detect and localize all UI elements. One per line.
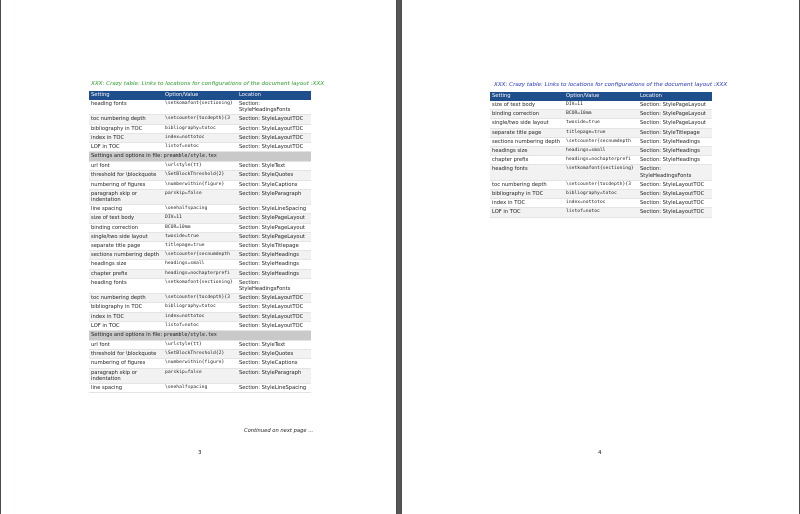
setting-cell: url font [89, 162, 163, 171]
option-cell: \urlstyle{tt} [163, 162, 237, 171]
setting-cell: headings size [89, 260, 163, 269]
location-cell: Section: StyleHeadingsFonts [638, 165, 712, 180]
setting-cell: paragraph skip or indentation [89, 189, 163, 204]
table-row [89, 321, 311, 330]
table-row [490, 156, 712, 165]
table-row [490, 180, 712, 189]
location-cell: Section: StyleHeadings [638, 156, 712, 165]
table-row [89, 223, 311, 232]
setting-cell: single/two side layout [490, 119, 564, 128]
location-cell: Section: StylePageLayout [237, 223, 311, 232]
setting-cell: bibliography in TOC [89, 124, 163, 133]
location-cell: Section: StyleLayoutTOC [237, 321, 311, 330]
option-cell: \setcounter{tocdepth}{3 [163, 115, 237, 124]
table-row [89, 384, 311, 393]
setting-cell: line spacing [89, 384, 163, 393]
location-cell: Section: StylePageLayout [237, 232, 311, 241]
location-cell: Section: StylePageLayout [638, 110, 712, 119]
setting-cell: index in TOC [89, 133, 163, 142]
location-cell: Section: StyleLineSpacing [237, 205, 311, 214]
location-cell: Section: StyleHeadings [638, 147, 712, 156]
option-cell: \SetBlockThreshold{2} [163, 350, 237, 359]
option-cell: bibliography=totoc [163, 124, 237, 133]
location-cell: Section: StylePageLayout [237, 214, 311, 223]
header-option-value: Option/Value [163, 91, 237, 100]
table-row [490, 137, 712, 146]
header-location: Location [237, 91, 311, 100]
section-cell [89, 331, 311, 341]
header-option-value: Option/Value [564, 92, 638, 101]
option-cell: \numberwithin{figure} [163, 359, 237, 368]
option-cell: \setcounter{secnumdepth [564, 137, 638, 146]
header-setting: Setting [89, 91, 163, 100]
option-cell: \setcounter{tocdepth}{3 [163, 294, 237, 303]
option-cell: headings=nochapterprefi [163, 269, 237, 278]
table-row [89, 303, 311, 312]
setting-cell: sections numbering depth [490, 137, 564, 146]
location-cell: Section: StyleText [237, 162, 311, 171]
setting-cell: sections numbering depth [89, 251, 163, 260]
table-row [490, 119, 712, 128]
location-cell: Section: StyleHeadings [237, 251, 311, 260]
setting-cell: size of text body [89, 214, 163, 223]
location-cell: Section: StyleHeadings [237, 269, 311, 278]
table-header-row [89, 91, 311, 100]
setting-cell: index in TOC [89, 312, 163, 321]
option-cell: headings=small [163, 260, 237, 269]
table-row [490, 101, 712, 110]
option-cell: \onehalfspacing [163, 205, 237, 214]
table-section-row [89, 152, 311, 162]
option-cell: BCOR=10mm [163, 223, 237, 232]
option-cell: titlepage=true [564, 128, 638, 137]
table-row [89, 312, 311, 321]
table-row [89, 180, 311, 189]
table-row [89, 124, 311, 133]
table-row [89, 251, 311, 260]
location-cell: Section: StyleLayoutTOC [237, 294, 311, 303]
location-cell: Section: StyleParagraph [237, 368, 311, 383]
option-cell: titlepage=true [163, 242, 237, 251]
setting-cell: threshold for \blockquote [89, 350, 163, 359]
section-label: Settings and options in file: [91, 332, 163, 339]
setting-cell: heading fonts [89, 100, 163, 115]
table-row [89, 162, 311, 171]
option-cell: listof=notoc [163, 143, 237, 152]
document-page-3 [1, 0, 396, 514]
table-row [89, 368, 311, 383]
option-cell: bibliography=totoc [163, 303, 237, 312]
setting-cell: binding correction [490, 110, 564, 119]
option-cell: \onehalfspacing [163, 384, 237, 393]
table-row [89, 171, 311, 180]
location-cell: Section: StyleHeadingsFonts [237, 100, 311, 115]
location-cell: Section: StyleLayoutTOC [237, 133, 311, 142]
section-file: preamble/style.tex [163, 153, 217, 160]
table-row [89, 242, 311, 251]
continued-note: Continued on next page ... [244, 428, 314, 434]
setting-cell: toc numbering depth [89, 115, 163, 124]
table-row [490, 165, 712, 180]
location-cell: Section: StyleQuotes [237, 171, 311, 180]
location-cell: Section: StylePageLayout [638, 101, 712, 110]
location-cell: Section: StyleLayoutTOC [638, 180, 712, 189]
location-cell: Section: StyleLayoutTOC [638, 199, 712, 208]
setting-cell: LOF in TOC [490, 208, 564, 217]
table-section-row [89, 331, 311, 341]
table-row [89, 232, 311, 241]
option-cell: parskip=false [163, 368, 237, 383]
option-cell: \setcounter{secnumdepth [163, 251, 237, 260]
table-row [89, 100, 311, 115]
option-cell: headings=nochapterprefi [564, 156, 638, 165]
table-row [89, 189, 311, 204]
location-cell: Section: StyleLayoutTOC [237, 312, 311, 321]
setting-cell: line spacing [89, 205, 163, 214]
table-row [89, 359, 311, 368]
option-cell: \setkomafont{sectioning} [163, 278, 237, 293]
table-row [89, 205, 311, 214]
table-row [89, 133, 311, 142]
section-cell [89, 152, 311, 162]
option-cell: \SetBlockThreshold{2} [163, 171, 237, 180]
table-row [89, 143, 311, 152]
option-cell: BCOR=10mm [564, 110, 638, 119]
option-cell: twoside=true [163, 232, 237, 241]
table-row [89, 278, 311, 293]
option-cell: \setkomafont{sectioning} [163, 100, 237, 115]
option-cell: bibliography=totoc [564, 190, 638, 199]
location-cell: Section: StyleHeadings [237, 260, 311, 269]
option-cell: \setkomafont{sectioning} [564, 165, 638, 180]
table-row [89, 214, 311, 223]
location-cell: Section: StyleLayoutTOC [638, 208, 712, 217]
option-cell: \numberwithin{figure} [163, 180, 237, 189]
setting-cell: separate title page [89, 242, 163, 251]
layout-table [490, 92, 712, 218]
option-cell: index=nottotoc [163, 312, 237, 321]
table-row [89, 115, 311, 124]
location-cell: Section: StyleLayoutTOC [638, 190, 712, 199]
option-cell: parskip=false [163, 189, 237, 204]
option-cell: headings=small [564, 147, 638, 156]
section-file: preamble/style.tex [163, 332, 217, 339]
table-row [490, 199, 712, 208]
option-cell: \setcounter{tocdepth}{3 [564, 180, 638, 189]
option-cell: twoside=true [564, 119, 638, 128]
header-location: Location [638, 92, 712, 101]
location-cell: Section: StyleTitlepage [237, 242, 311, 251]
setting-cell: binding correction [89, 223, 163, 232]
page-number: 4 [598, 450, 602, 456]
table-header-row [490, 92, 712, 101]
table-row [89, 341, 311, 350]
location-cell: Section: StyleLayoutTOC [237, 143, 311, 152]
location-cell: Section: StyleHeadings [638, 137, 712, 146]
location-cell: Section: StyleCaptions [237, 180, 311, 189]
setting-cell: toc numbering depth [490, 180, 564, 189]
table-row [490, 208, 712, 217]
table-row [89, 294, 311, 303]
option-cell: listof=notoc [564, 208, 638, 217]
table-row [490, 128, 712, 137]
setting-cell: single/two side layout [89, 232, 163, 241]
setting-cell: toc numbering depth [89, 294, 163, 303]
location-cell: Section: StyleLayoutTOC [237, 303, 311, 312]
location-cell: Section: StyleHeadingsFonts [237, 278, 311, 293]
option-cell: DIV=11 [163, 214, 237, 223]
setting-cell: index in TOC [490, 199, 564, 208]
table-row [89, 260, 311, 269]
table-row [89, 269, 311, 278]
option-cell: DIV=11 [564, 101, 638, 110]
setting-cell: headings size [490, 147, 564, 156]
setting-cell: heading fonts [490, 165, 564, 180]
setting-cell: LOF in TOC [89, 321, 163, 330]
table-row [89, 350, 311, 359]
table-caption: XXX: Crazy table: Links to locations for configurations of the document layout :XXX [494, 82, 728, 88]
setting-cell: chapter prefix [89, 269, 163, 278]
option-cell: index=nottotoc [564, 199, 638, 208]
setting-cell: numbering of figures [89, 359, 163, 368]
setting-cell: size of text body [490, 101, 564, 110]
setting-cell: threshold for \blockquote [89, 171, 163, 180]
header-setting: Setting [490, 92, 564, 101]
setting-cell: bibliography in TOC [89, 303, 163, 312]
setting-cell: url font [89, 341, 163, 350]
location-cell: Section: StylePageLayout [638, 119, 712, 128]
table-row [490, 190, 712, 199]
location-cell: Section: StyleLineSpacing [237, 384, 311, 393]
table-caption: XXX: Crazy table: Links to locations for configurations of the document layout :XXX [91, 81, 325, 87]
setting-cell: paragraph skip or indentation [89, 368, 163, 383]
option-cell: \urlstyle{tt} [163, 341, 237, 350]
location-cell: Section: StyleCaptions [237, 359, 311, 368]
setting-cell: LOF in TOC [89, 143, 163, 152]
location-cell: Section: StyleText [237, 341, 311, 350]
location-cell: Section: StyleLayoutTOC [237, 115, 311, 124]
location-cell: Section: StyleParagraph [237, 189, 311, 204]
table-row [490, 110, 712, 119]
option-cell: listof=notoc [163, 321, 237, 330]
document-page-4 [402, 0, 799, 514]
setting-cell: heading fonts [89, 278, 163, 293]
section-label: Settings and options in file: [91, 153, 163, 160]
location-cell: Section: StyleLayoutTOC [237, 124, 311, 133]
location-cell: Section: StyleQuotes [237, 350, 311, 359]
setting-cell: separate title page [490, 128, 564, 137]
setting-cell: bibliography in TOC [490, 190, 564, 199]
layout-table [89, 91, 311, 393]
table-row [490, 147, 712, 156]
page-number: 3 [198, 450, 202, 456]
setting-cell: numbering of figures [89, 180, 163, 189]
location-cell: Section: StyleTitlepage [638, 128, 712, 137]
option-cell: index=nottotoc [163, 133, 237, 142]
setting-cell: chapter prefix [490, 156, 564, 165]
